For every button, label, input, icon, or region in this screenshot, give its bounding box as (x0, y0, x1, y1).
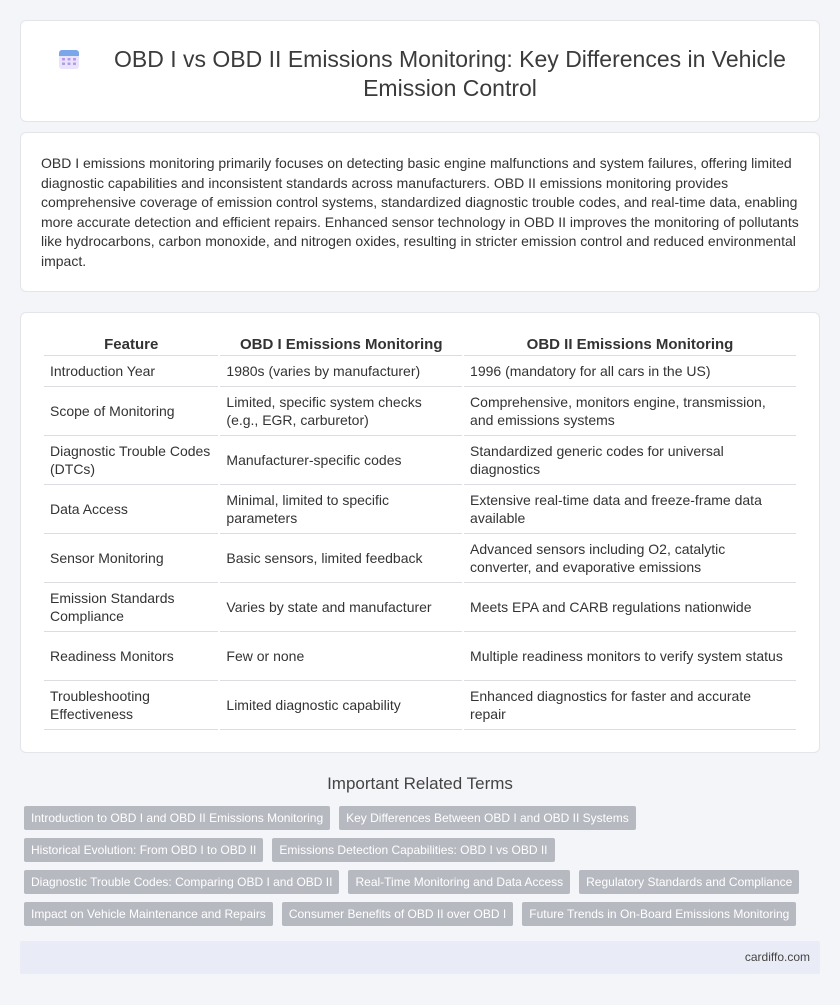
comparison-table (42, 333, 798, 730)
table-row (44, 436, 796, 485)
column-header: Feature (44, 333, 218, 356)
comparison-table-card (20, 312, 820, 753)
related-term-tag[interactable]: Diagnostic Trouble Codes: Comparing OBD I and OBD II (24, 870, 339, 894)
table-row (44, 534, 796, 583)
table-cell: Varies by state and manufacturer (220, 583, 462, 632)
summary-card (20, 132, 820, 292)
related-term-tag[interactable]: Emissions Detection Capabilities: OBD I vs OBD II (272, 838, 554, 862)
table-cell: Few or none (220, 632, 462, 681)
related-terms-list (24, 806, 824, 934)
footer (20, 941, 820, 974)
table-row (44, 632, 796, 681)
table-cell: Data Access (44, 485, 218, 534)
summary-text: OBD I emissions monitoring primarily focuses on detecting basic engine malfunctions and system failures, offering limited diagnostic capabilities and inconsistent standards across manufacturers. OBD II emissions monitoring provides comprehensive coverage of emission control systems, standardized diagnostic trouble codes, and real-time data, enabling more accurate detection and efficient repairs. Enhanced sensor technology in OBD II improves the monitoring of pollutants like hydrocarbons, carbon monoxide, and nitrogen oxides, resulting in stricter emission control and reduced environmental impact. (41, 155, 799, 269)
header-card (20, 20, 820, 122)
table-row (44, 356, 796, 387)
table-cell: Enhanced diagnostics for faster and accurate repair (464, 681, 796, 730)
table-cell: Introduction Year (44, 356, 218, 387)
related-term-tag[interactable]: Impact on Vehicle Maintenance and Repairs (24, 902, 273, 926)
related-term-tag[interactable]: Key Differences Between OBD I and OBD II Systems (339, 806, 636, 830)
table-cell: Scope of Monitoring (44, 387, 218, 436)
table-cell: Advanced sensors including O2, catalytic converter, and evaporative emissions (464, 534, 796, 583)
tag-row (24, 870, 824, 894)
tag-row (24, 838, 824, 862)
tag-row (24, 902, 824, 926)
related-term-tag[interactable]: Regulatory Standards and Compliance (579, 870, 799, 894)
column-header: OBD II Emissions Monitoring (464, 333, 796, 356)
table-cell: Comprehensive, monitors engine, transmission, and emissions systems (464, 387, 796, 436)
table-cell: Manufacturer-specific codes (220, 436, 462, 485)
table-header-row (44, 333, 796, 356)
table-cell: Minimal, limited to specific parameters (220, 485, 462, 534)
table-row (44, 681, 796, 730)
table-cell: Meets EPA and CARB regulations nationwide (464, 583, 796, 632)
table-cell: Troubleshooting Effectiveness (44, 681, 218, 730)
table-cell: Limited, specific system checks (e.g., EGR, carburetor) (220, 387, 462, 436)
footer-site-link[interactable]: cardiffo.com (744, 950, 810, 964)
table-cell: 1996 (mandatory for all cars in the US) (464, 356, 796, 387)
table-cell: Limited diagnostic capability (220, 681, 462, 730)
table-cell: Emission Standards Compliance (44, 583, 218, 632)
table-cell: Sensor Monitoring (44, 534, 218, 583)
table-cell: Multiple readiness monitors to verify system status (464, 632, 796, 681)
table-row (44, 485, 796, 534)
related-terms-title: Important Related Terms (327, 774, 513, 793)
calendar-icon (57, 47, 81, 71)
column-header: OBD I Emissions Monitoring (220, 333, 462, 356)
table-row (44, 583, 796, 632)
tag-row (24, 806, 824, 830)
table-cell: Extensive real-time data and freeze-frame data available (464, 485, 796, 534)
related-term-tag[interactable]: Introduction to OBD I and OBD II Emissions Monitoring (24, 806, 330, 830)
page-title: OBD I vs OBD II Emissions Monitoring: Key Differences in Vehicle Emission Control (114, 46, 786, 101)
table-row (44, 387, 796, 436)
table-cell: Basic sensors, limited feedback (220, 534, 462, 583)
table-cell: Standardized generic codes for universal diagnostics (464, 436, 796, 485)
related-term-tag[interactable]: Real-Time Monitoring and Data Access (348, 870, 570, 894)
related-term-tag[interactable]: Future Trends in On-Board Emissions Monitoring (522, 902, 796, 926)
table-cell: Readiness Monitors (44, 632, 218, 681)
related-term-tag[interactable]: Consumer Benefits of OBD II over OBD I (282, 902, 513, 926)
related-term-tag[interactable]: Historical Evolution: From OBD I to OBD II (24, 838, 263, 862)
table-cell: Diagnostic Trouble Codes (DTCs) (44, 436, 218, 485)
table-cell: 1980s (varies by manufacturer) (220, 356, 462, 387)
